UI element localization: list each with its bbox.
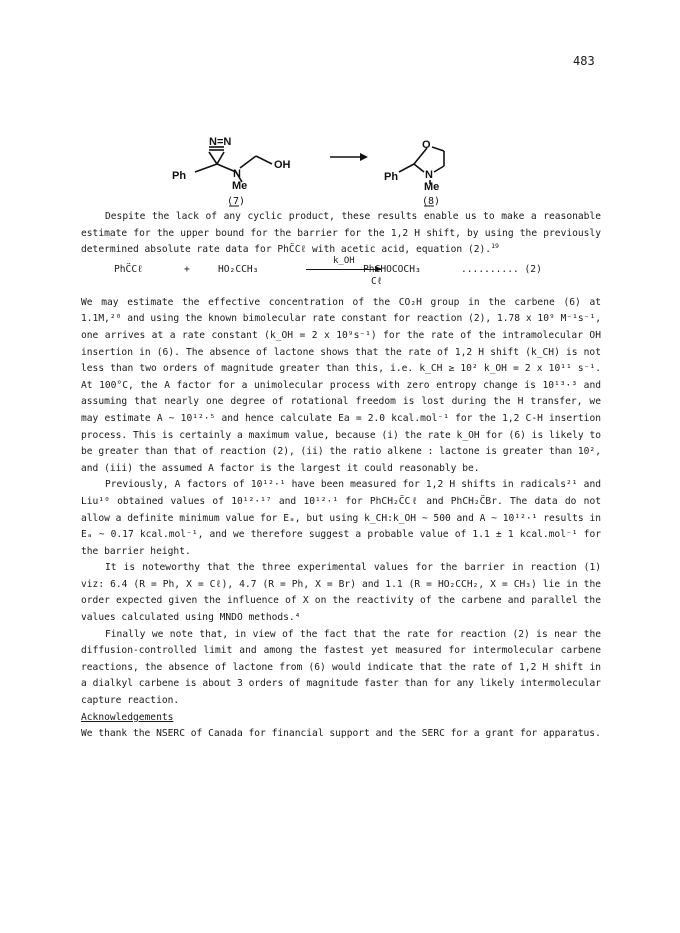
paragraph-barriers [81, 560, 601, 626]
product-ph: Ph [384, 171, 399, 183]
product-n: N [425, 169, 433, 181]
line: results in Eₐ ~ 0.17 kcal.mol⁻¹, and we therefore suggest a probable value of 1.1 ± 1 [81, 512, 602, 541]
scheme-drawing [0, 0, 680, 215]
line: We thank the NSERC of Canada for financial support and the SERC for a grant for [81, 728, 538, 740]
reactant-n: N [233, 168, 241, 180]
line: 1.1M,²⁰ and using the known bimolecular rate constant for reaction (2), 1.78 x 10⁹ [81, 313, 555, 325]
paragraph-conclusion [81, 627, 601, 710]
page-number: 483 [573, 54, 595, 68]
reactant-ph: Ph [172, 170, 187, 182]
acknowledgements-title: Acknowledgements [81, 711, 174, 723]
reaction-arrow [330, 153, 368, 161]
line: value, because (i) the rate k_OH for (6) is likely to be greater than that of reaction [81, 429, 602, 458]
line: apparatus. [543, 728, 601, 740]
line: M⁻¹s⁻¹, one arrives at a rate constant (k_OH = 2 x 10⁹s⁻¹) for the rate of the [81, 313, 601, 341]
line: Previously, A factors of 10¹²·¹ have been measured for 1,2 H shifts in radicals²¹ [105, 479, 578, 491]
reactant-n-eq-n: N=N [209, 136, 232, 148]
paragraph-intro [81, 209, 601, 259]
equation-product: PhCHOCOCH₃ [363, 263, 421, 275]
article-body [81, 209, 601, 743]
product-me: Me [424, 181, 440, 193]
equation-number: .......... (2) [461, 263, 542, 275]
compound-label-8: (8) [422, 196, 441, 207]
line: viz: 6.4 (R = Ph, X = Cℓ), 4.7 (R = Ph, X = Br) and 1.1 (R = HO₂CCH₂, X = CH₃) lie in [81, 578, 578, 590]
line: the diffusion-controlled limit and among the fastest yet measured for intermolecular [81, 628, 602, 657]
equation-plus: + [184, 263, 190, 275]
line: kcal.mol⁻¹ for the barrier height. [81, 529, 601, 557]
line: zero entropy change is 10¹³·³ and assuming that nearly one degree of rotational [81, 379, 601, 408]
line: 1,2 H shift (k_CH) is not less than two orders of magnitude greater than this, i.e. [81, 346, 601, 375]
line: freedom is lost during the H transfer, we may estimate A ~ 10¹²·⁵ and hence calculate [81, 396, 601, 424]
equation-product-substituent: Cℓ [371, 275, 383, 287]
line: carbene reactions, the absence of lactone from (6) would indicate that the rate of [81, 645, 601, 673]
paragraph-a-factors [81, 477, 601, 560]
equation-reactant-2: HO₂CCH₃ [218, 263, 259, 275]
compound-label-7: (7) [227, 196, 246, 207]
line: parallel the values calculated using MNDO methods.⁴ [81, 595, 601, 624]
line: k_CH ≥ 10² k_OH = 2 x 10¹¹ s⁻¹. At 100°C, the A factor for a unimolecular process with [81, 363, 601, 391]
line: the order expected given the influence of X on the reactivity of the carbene and [81, 578, 601, 607]
line: 1,2 H shift in a dialkyl carbene is about 3 orders of magnitude faster than for any [81, 661, 602, 690]
reactant-me: Me [232, 180, 248, 192]
paragraph-intro-text: Despite the lack of any cyclic product, these results enable us to make a reasonable estimate for the upper bound for the barrier for the 1,2 H shift, by using the previously determined absolute rate data for PhC̈Cℓ with acetic acid, equation (2). [81, 211, 601, 256]
acknowledgements-text [81, 726, 601, 743]
line: and Liu¹⁰ obtained values of 10¹²·¹⁷ and 10¹²·¹ for PhCH₂C̈Cℓ and PhCH₂C̈Br. The data [81, 479, 601, 507]
line: It is noteworthy that the three experimental values for the barrier in reaction (1) [105, 562, 601, 574]
equation-reactant-1: PhC̈Cℓ [114, 263, 143, 275]
acknowledgements-heading [81, 710, 601, 727]
product-o: O [422, 139, 431, 151]
reaction-scheme [0, 0, 680, 215]
equation-rate-constant: k_OH [333, 255, 355, 266]
reference-superscript: 19 [491, 242, 499, 251]
line: factor is the largest it could reasonably be. [219, 462, 480, 474]
line: (2), (ii) the ratio alkene : lactone is greater than 10², and (iii) the assumed A [81, 446, 601, 474]
equation-2 [81, 255, 601, 295]
line: Ea = 2.0 kcal.mol⁻¹ for the 1,2 C-H insertion process. This is certainly a maximum [81, 412, 602, 441]
product-structure [399, 147, 444, 184]
paragraph-estimate [81, 295, 601, 478]
line: intramolecular OH insertion in (6). The absence of lactone shows that the rate of [81, 329, 601, 358]
reactant-oh: OH [274, 159, 291, 171]
line: Finally we note that, in view of the fact that the rate for reaction (2) is near [105, 628, 578, 640]
line: do not allow a definite minimum value for Eₐ, but using k_CH:k_OH ~ 500 and A ~ 10¹²·¹ [81, 495, 602, 524]
line: likely intermolecular capture reaction. [81, 678, 602, 707]
line: We may estimate the effective concentration of the CO₂H group in the carbene (6) at [81, 296, 601, 308]
